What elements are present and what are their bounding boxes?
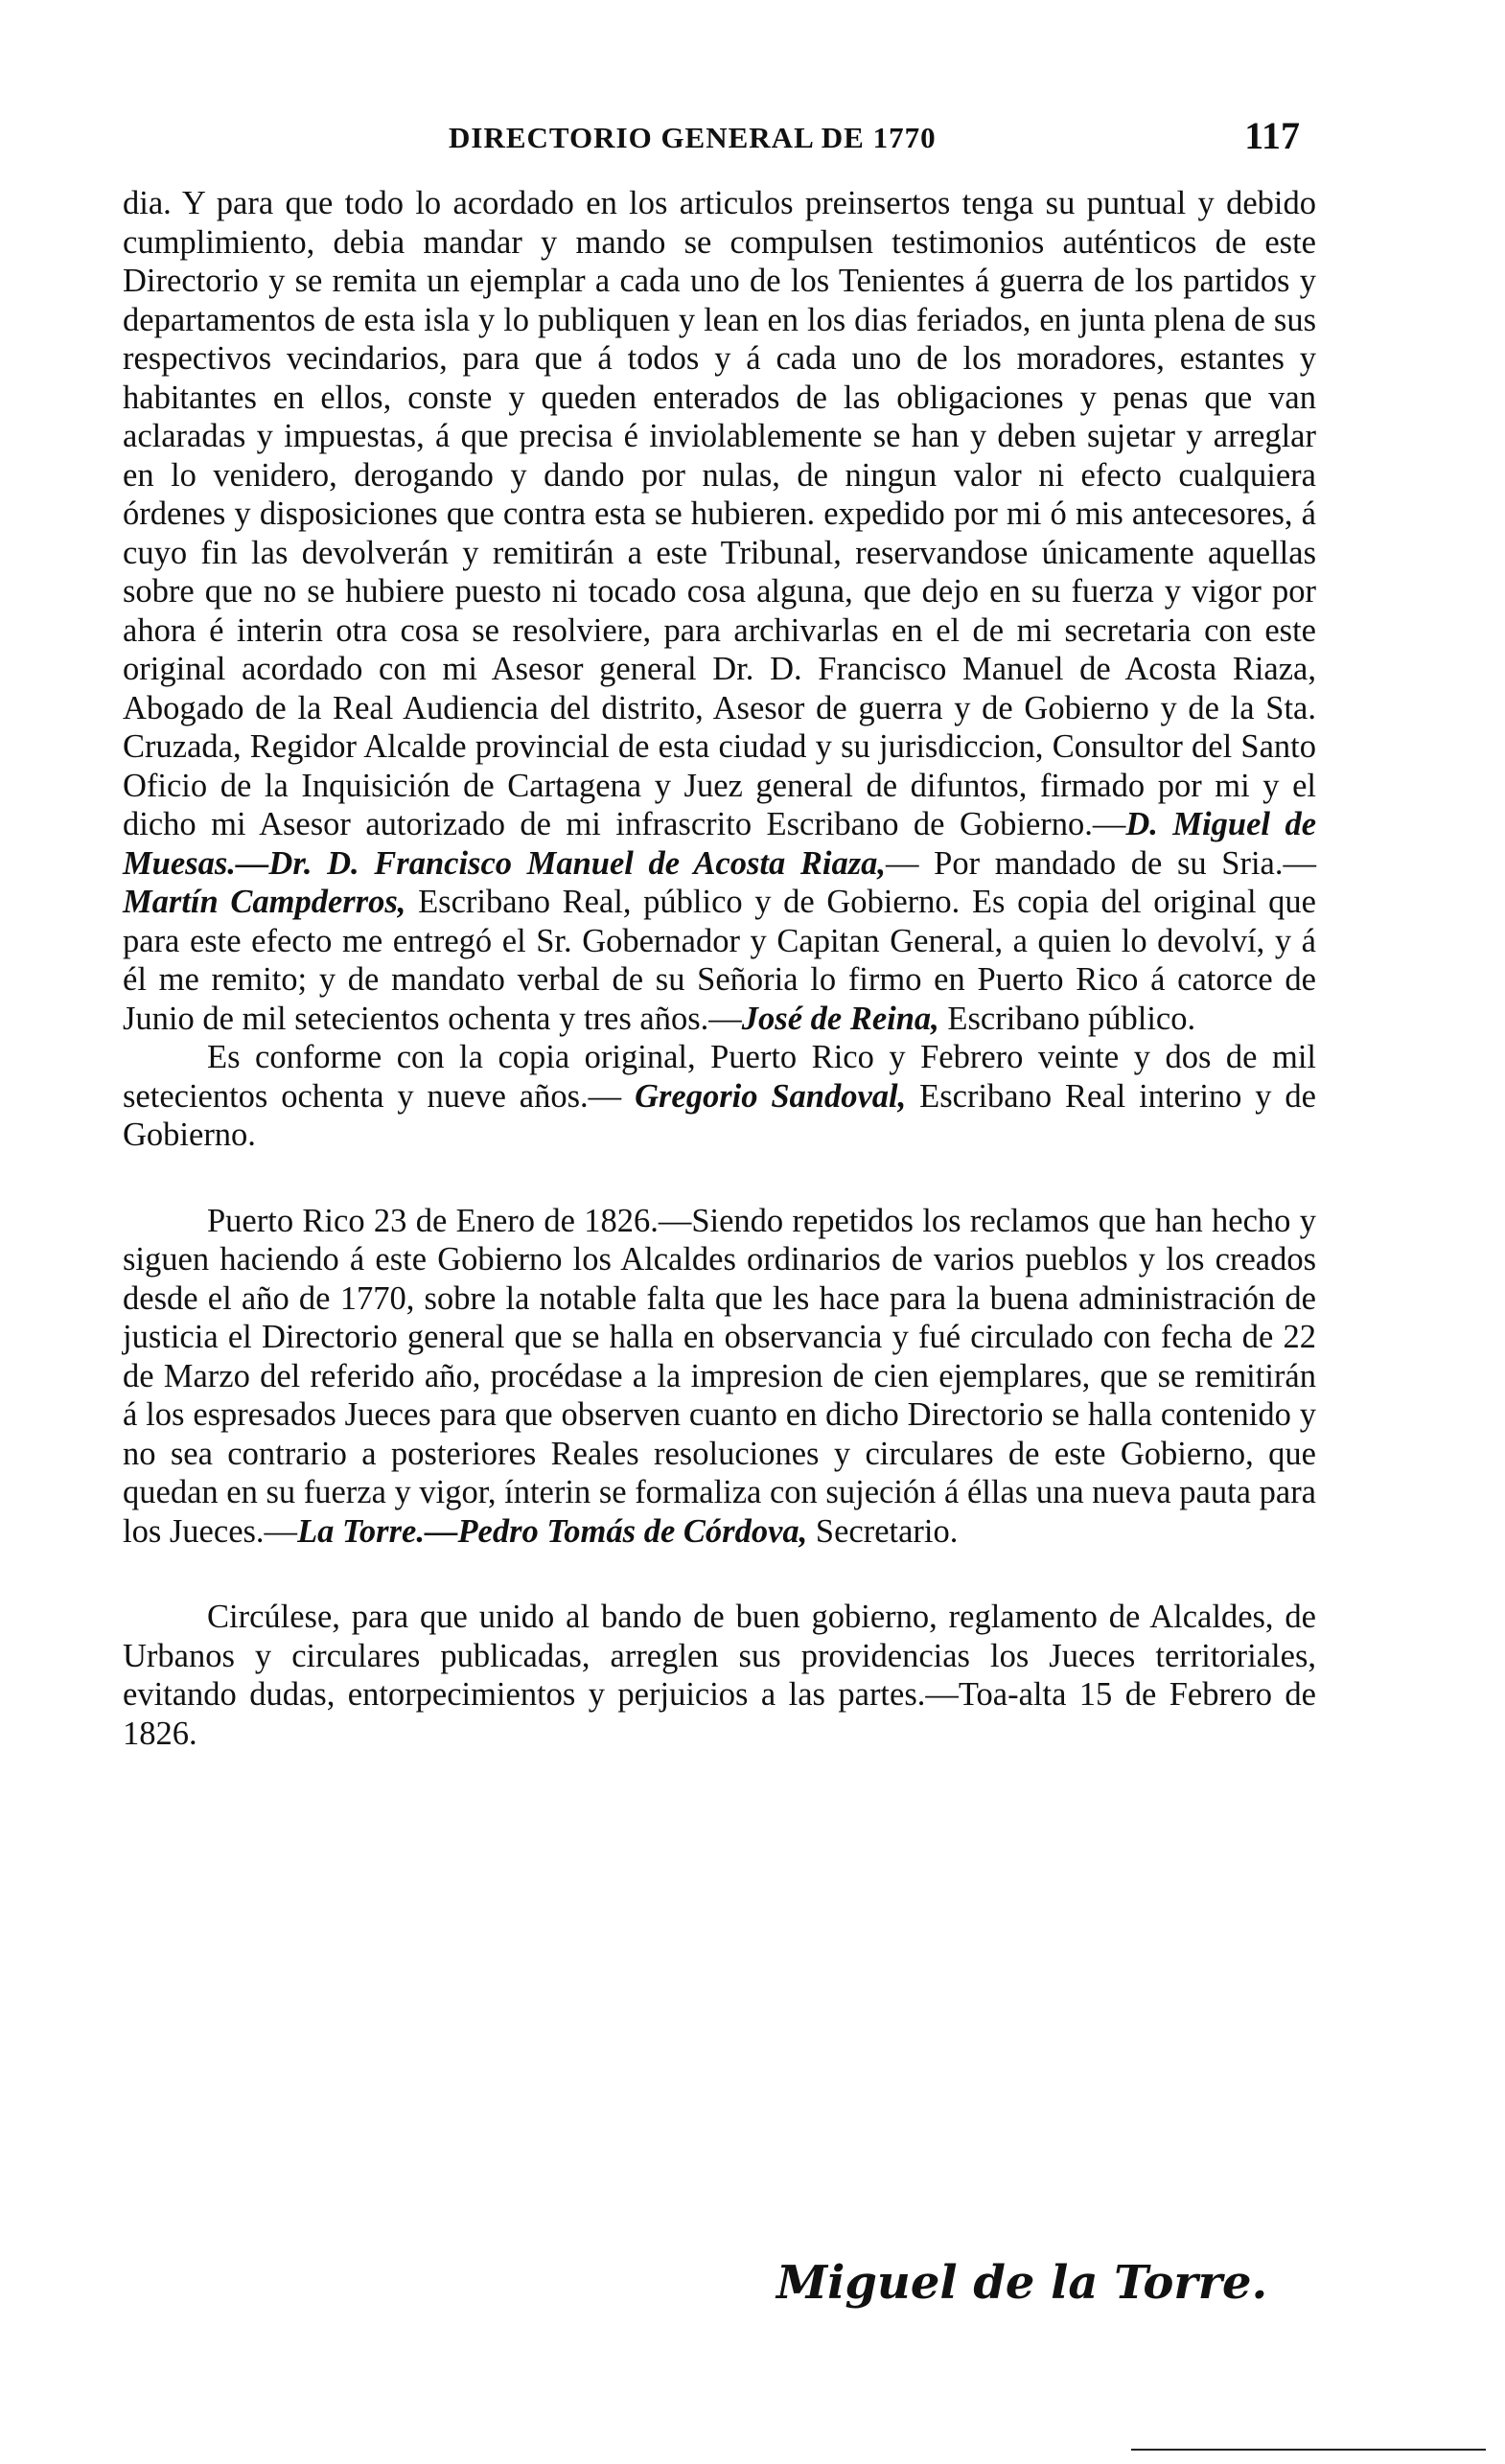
- paragraph-text: Puerto Rico 23 de Enero de 1826.—Siendo repetidos los reclamos que han hecho y siguen haciendo á este Gobierno los Alcaldes ordinarios de varios pueblos y los creados desde el año de 1770, sobre la notable falta que les hace para la buena administración de justicia el Directorio general que se halla en observancia y fué circulado con fecha de 22 de Marzo del referido año, procédase a la impresion de cien ejemplares, que se remitirán á los espresados Jueces para que observen cuanto en dicho Directorio se halla contenido y no sea contrario a posteriores Reales resoluciones y circulares de este Gobierno, que quedan en su fuerza y vigor, ínterin se formaliza con sujeción á éllas una nueva pauta para los Jueces.—: [123, 1202, 1316, 1550]
- closing-signature: Miguel de la Torre.: [776, 2256, 1268, 2310]
- page-header: [123, 113, 1300, 171]
- paragraph-text: Escribano Real, público y de Gobierno. Es copia del original que para este efecto me entregó el Sr. Gobernador y Capitan General, a quien lo devolví, y á él me remito; y de mandato verbal de su Señoria lo firmo en Puerto Rico á catorce de Junio de mil setecientos ochenta y tres años.—: [123, 884, 1316, 1037]
- signature-names: D. Miguel de Muesas.—Dr. D. Francisco Manuel de Acosta Riaza,: [123, 806, 1317, 882]
- signature-names: La Torre.—Pedro Tomás de Córdova,: [297, 1512, 808, 1550]
- signature-name: Gregorio Sandoval,: [635, 1077, 907, 1115]
- bottom-rule: [1131, 2449, 1486, 2451]
- paragraph-text: Es conforme con la copia original, Puerto Rico y Febrero veinte y dos de mil setecientos ochenta y nueve años.—: [123, 1039, 1316, 1115]
- paragraph-gap: [123, 1155, 1316, 1202]
- paragraph-certification: [123, 1038, 1316, 1155]
- paragraph-text: Escribano Real interino y de Gobierno.: [123, 1077, 1316, 1153]
- paragraph-text: Circúlese, para que unido al bando de buen gobierno, reglamento de Alcaldes, de Urbanos y circulares publicadas, arreglen sus providencias los Jueces territoriales, evitando dudas, entorpecimientos y perjuicios a las partes.—Toa-alta 15 de Febrero de 1826.: [123, 1599, 1316, 1752]
- paragraph-1826-order: [123, 1202, 1316, 1552]
- paragraph-text: Escribano público.: [938, 1000, 1196, 1037]
- paragraph-gap: [123, 1551, 1316, 1598]
- body-text: [123, 184, 1316, 1753]
- signature-name: Martín Campderros,: [123, 884, 406, 920]
- running-head: DIRECTORIO GENERAL DE 1770: [449, 121, 937, 154]
- paragraph-circulation: [123, 1598, 1316, 1753]
- signature-name: José de Reina,: [741, 1000, 939, 1037]
- paragraph-decree-conclusion: [123, 184, 1316, 1038]
- paragraph-text: Secretario.: [807, 1512, 959, 1550]
- page-number: 117: [1244, 114, 1300, 157]
- paragraph-text: dia. Y para que todo lo acordado en los articulos preinsertos tenga su puntual y debido cumplimiento, debia mandar y mando se compulsen testimonios auténticos de este Directorio y se remita un ejemplar a cada uno de los Tenientes á guerra de los partidos y departamentos de esta isla y lo publiquen y lean en los dias feriados, en junta plena de sus respectivos vecindarios, para que á todos y á cada uno de los moradores, estantes y habitantes en ellos, conste y queden enterados de las obligaciones y penas que van aclaradas y impuestas, á que precisa é inviolablemente se han y deben sujetar y arreglar en lo venidero, derogando y dando por nulas, de ningun valor ni efecto cualquiera órdenes y disposiciones que contra esta se hubieren. expedido por mi ó mis antecesores, á cuyo fin las devolverán y remitirán a este Tribunal, reservandose únicamente aquellas sobre que no se hubiere puesto ni tocado cosa alguna, que dejo en su fuerza y vigor por ahora é interin otra cosa se resolviere, para archivarlas en el de mi secretaria con este original acordado con mi Asesor general Dr. D. Francisco Manuel de Acosta Riaza, Abogado de la Real Audiencia del distrito, Asesor de guerra y de Gobierno y de la Sta. Cruzada, Regidor Alcalde provincial de esta ciudad y su jurisdiccion, Consultor del Santo Oficio de la Inquisición de Cartagena y Juez general de difuntos, firmado por mi y el dicho mi Asesor autorizado de mi infrascrito Escribano de Gobierno.—: [123, 185, 1316, 842]
- paragraph-text: — Por mandado de su Sria.—: [886, 844, 1316, 882]
